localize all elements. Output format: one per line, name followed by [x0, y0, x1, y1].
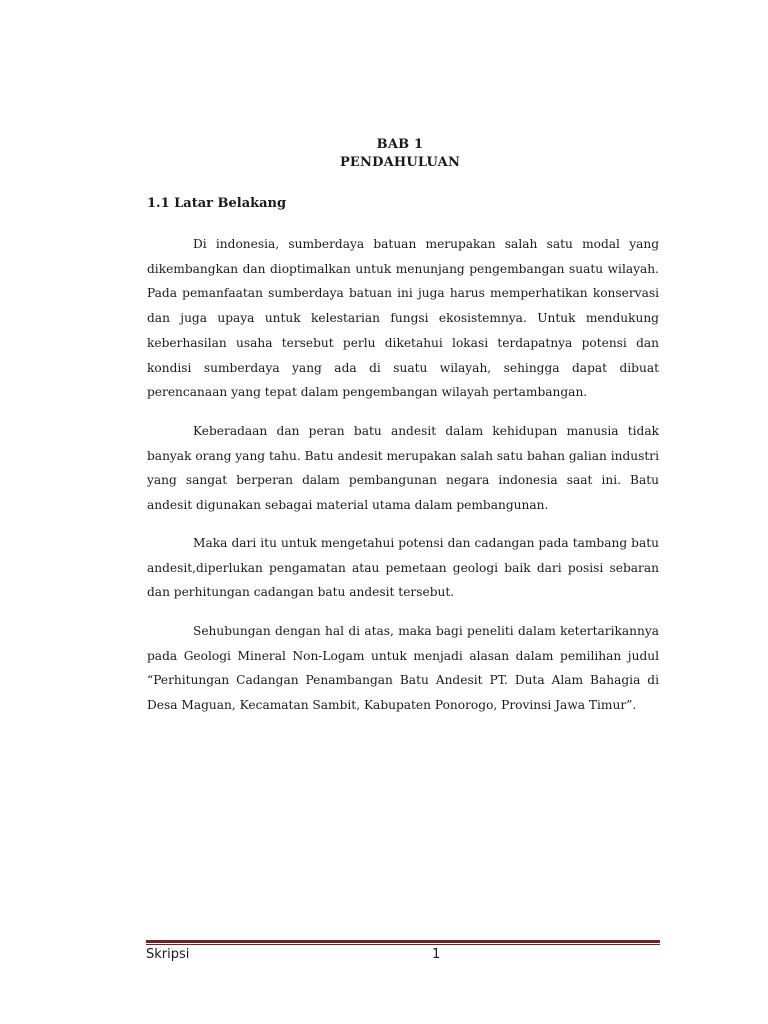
footer-divider-thick	[146, 940, 660, 943]
chapter-number: BAB 1	[376, 137, 424, 152]
page-number: 1	[432, 947, 441, 962]
paragraph: Sehubungan dengan hal di atas, maka bagi peneliti dalam ketertarikannya pada Geologi Mineral Non-Logam untuk menjadi alasan dalam pemilihan judul “Perhitungan Cadangan Penambangan Batu Andesit PT. Duta Alam Bahagia di Desa Maguan, Kecamatan Sambit, Kabupaten Ponorogo, Provinsi Jawa Timur”.	[147, 624, 659, 713]
paragraph: Maka dari itu untuk mengetahui potensi dan cadangan pada tambang batu andesit,diperlukan pengamatan atau pemetaan geologi baik dari posisi sebaran dan perhitungan cadangan batu andesit tersebut.	[147, 536, 659, 600]
paragraph: Keberadaan dan peran batu andesit dalam kehidupan manusia tidak banyak orang yang tahu. Batu andesit merupakan salah satu bahan galian industri yang sangat berperan dalam pembangunan negara indonesia saat ini. Batu andesit digunakan sebagai material utama dalam pembangunan.	[147, 424, 659, 513]
chapter-title: PENDAHULUAN	[339, 155, 461, 170]
section-heading: 1.1 Latar Belakang	[147, 196, 287, 211]
paragraph: Di indonesia, sumberdaya batuan merupakan salah satu modal yang dikembangkan dan dioptimalkan untuk menunjang pengembangan suatu wilayah. Pada pemanfaatan sumberdaya batuan ini juga harus memperhatikan konservasi dan juga upaya untuk kelestarian fungsi ekosistemnya. Untuk mendukung keberhasilan usaha tersebut perlu diketahui lokasi terdapatnya potensi dan kondisi sumberdaya yang ada di suatu wilayah, sehingga dapat dibuat perencanaan yang tepat dalam pengembangan wilayah pertambangan.	[147, 237, 659, 400]
footer-divider-thin	[146, 944, 660, 945]
footer-label: Skripsi	[146, 947, 190, 962]
footer-divider	[146, 940, 660, 946]
